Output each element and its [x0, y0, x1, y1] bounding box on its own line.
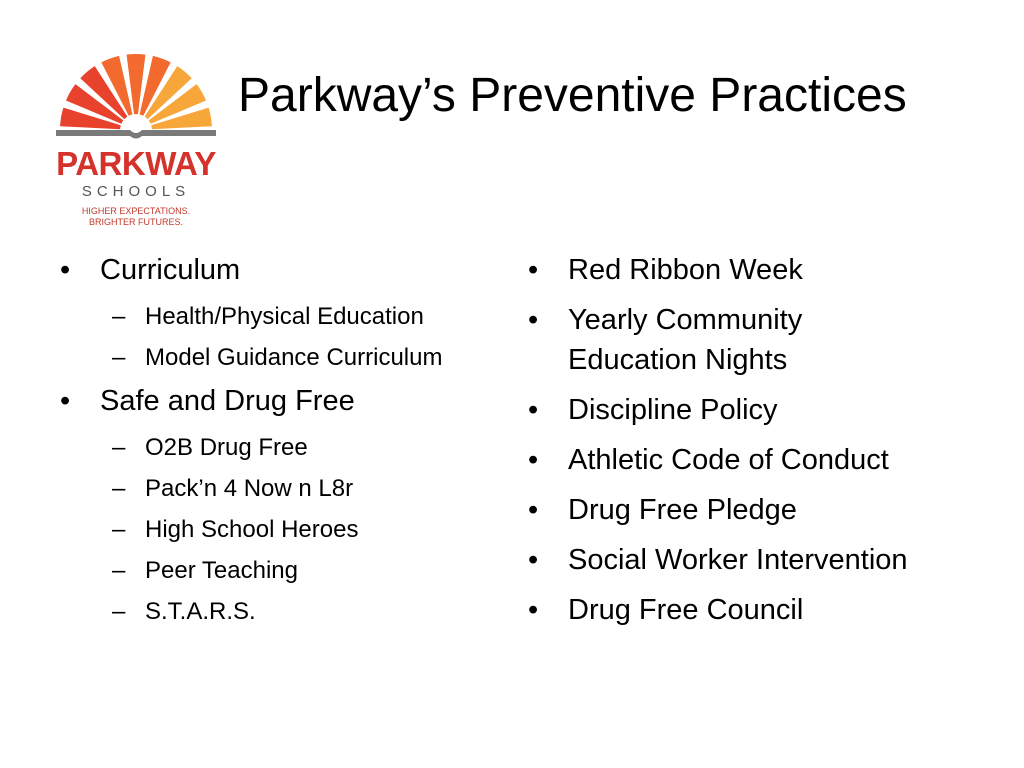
list-item [526, 490, 1006, 530]
sub-item [58, 553, 498, 588]
sub-item-label: High School Heroes [145, 516, 359, 543]
bullet-glyph: • [528, 254, 539, 286]
bullet-glyph: • [528, 494, 539, 526]
list-item [526, 250, 1006, 290]
parkway-schools-logo [50, 50, 222, 235]
bullet-glyph: • [528, 544, 539, 576]
sun-book-icon [50, 50, 222, 150]
list-item [526, 540, 1006, 580]
sub-item [58, 594, 498, 629]
dash-glyph: – [112, 516, 126, 543]
list-item-label: Athletic Code of Conduct [568, 444, 889, 476]
logo-subtitle: SCHOOLS [81, 183, 191, 200]
sub-item [58, 430, 498, 465]
dash-glyph: – [112, 598, 126, 625]
dash-glyph: – [112, 557, 126, 584]
list-item [526, 390, 1006, 430]
list-item-label: Social Worker Intervention [568, 544, 908, 576]
list-item-label: Drug Free Council [568, 594, 804, 626]
sub-item-label: Model Guidance Curriculum [145, 344, 443, 371]
sub-item [58, 512, 498, 547]
sub-item-label: O2B Drug Free [145, 434, 308, 461]
logo-wordmark: PARKWAY [56, 145, 216, 182]
sub-item [58, 299, 498, 334]
dash-glyph: – [112, 344, 126, 371]
dash-glyph: – [112, 475, 126, 502]
left-bullet-list [58, 250, 498, 635]
list-item-curriculum [58, 250, 498, 290]
logo-tagline-1: HIGHER EXPECTATIONS. [81, 206, 191, 216]
sub-item-label: S.T.A.R.S. [145, 598, 256, 625]
list-item-label: Drug Free Pledge [568, 494, 797, 526]
bullet-glyph: • [528, 594, 539, 626]
dash-glyph: – [112, 434, 126, 461]
sub-item-label: Peer Teaching [145, 557, 298, 584]
slide-title: Parkway’s Preventive Practices [238, 69, 907, 122]
list-item [526, 590, 1006, 630]
list-item-label: Safe and Drug Free [100, 385, 355, 417]
curriculum-subitems [58, 299, 498, 375]
dash-glyph: – [112, 303, 126, 330]
sub-item [58, 471, 498, 506]
bullet-glyph: • [528, 304, 539, 336]
list-item [526, 440, 1006, 480]
list-item-label: Discipline Policy [568, 394, 778, 426]
right-bullet-list [526, 250, 1006, 640]
bullet-glyph: • [60, 254, 71, 286]
bullet-glyph: • [528, 394, 539, 426]
list-item-label: Yearly Community Education Nights [568, 304, 803, 376]
list-item-safe-and-drug-free [58, 381, 498, 421]
sub-item-label: Pack’n 4 Now n L8r [145, 475, 354, 502]
sub-item [58, 340, 498, 375]
sub-item-label: Health/Physical Education [145, 303, 424, 330]
list-item-label: Curriculum [100, 254, 241, 286]
logo-tagline-2: BRIGHTER FUTURES. [88, 217, 183, 227]
list-item-label: Red Ribbon Week [568, 254, 803, 286]
bullet-glyph: • [60, 385, 71, 417]
safe-drug-free-subitems [58, 430, 498, 629]
list-item [526, 300, 828, 380]
bullet-glyph: • [528, 444, 539, 476]
